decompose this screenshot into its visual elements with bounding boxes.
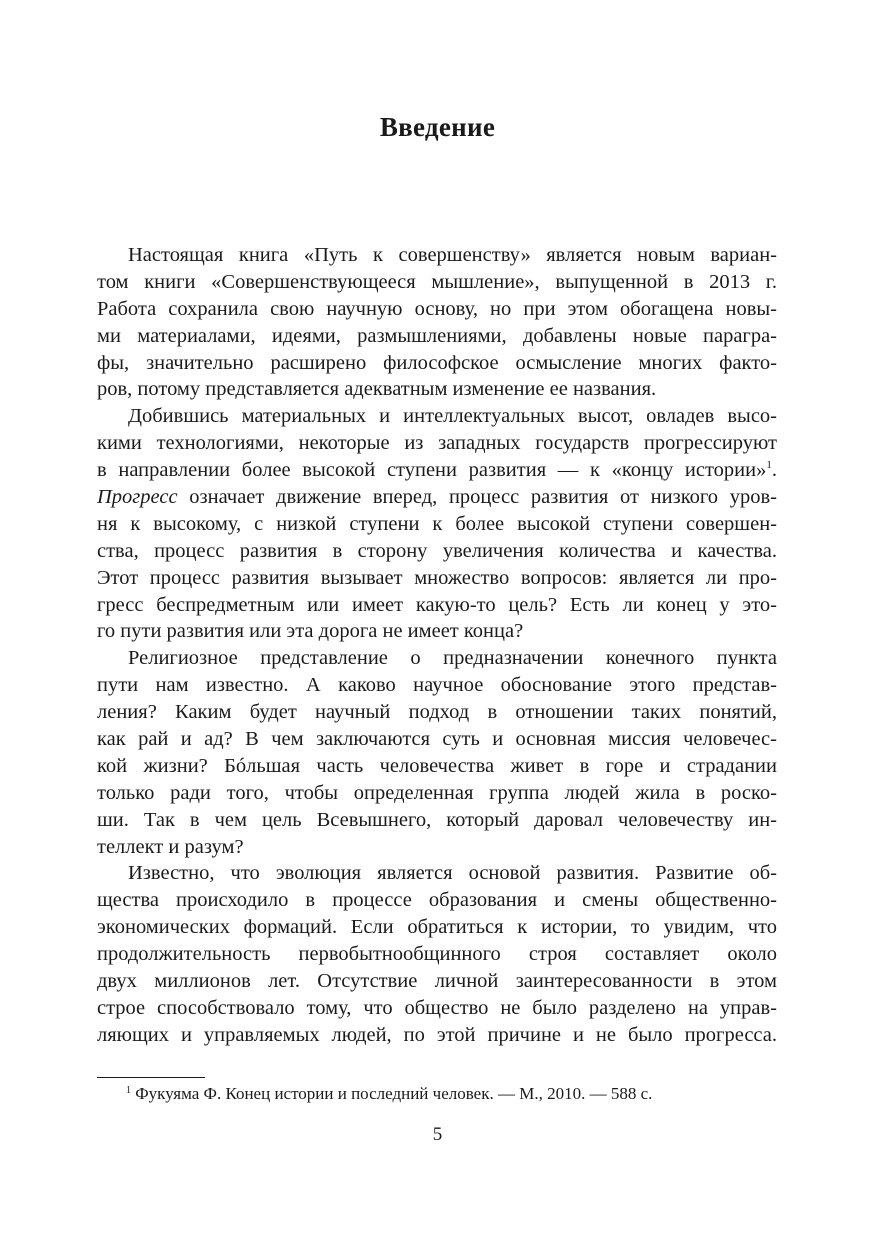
text-line: ления? Каким будет научный подход в отношении таких понятий,	[97, 701, 777, 724]
text-line: фы, значительно расширено философское осмысление многих факто-	[97, 351, 777, 374]
paragraph-2	[97, 403, 777, 645]
footnote	[126, 1083, 652, 1105]
paragraph-1	[97, 242, 777, 403]
text-line: только ради того, чтобы определенная группа людей жила в роско-	[97, 781, 777, 804]
line-text: означает движение вперед, процесс развития от низкого уров-	[189, 486, 777, 509]
text-line	[97, 457, 777, 484]
text-line: ня к высокому, с низкой ступени к более высокой ступени совершен-	[97, 512, 777, 535]
paragraph-4	[97, 860, 777, 1048]
text-line: строе способствовало тому, что общество не было разделено на управ-	[97, 996, 777, 1019]
text-line: ши. Так в чем цель Всевышнего, который даровал человечеству ин-	[97, 808, 777, 831]
text-line: кой жизни? Бóльшая часть человечества живет в горе и страдании	[97, 754, 777, 777]
paragraph-3	[97, 645, 777, 860]
text-line: Настоящая книга «Путь к совершенству» является новым вариан-	[128, 244, 777, 266]
text-line: экономических формаций. Если обратиться к истории, то увидим, что	[97, 916, 777, 939]
text-line: ми материалами, идеями, размышлениями, добавлены новые парагра-	[97, 324, 777, 347]
main-text	[97, 242, 777, 1049]
footnote-divider	[97, 1077, 205, 1078]
text-line: кими технологиями, некоторые из западных государств прогрессируют	[97, 432, 777, 455]
footnote-text: Фукуяма Ф. Конец истории и последний человек. — М., 2010. — 588 с.	[135, 1084, 653, 1103]
text-line: Работа сохранила свою научную основу, но при этом обогащена новы-	[97, 297, 777, 320]
text-line: ров, потому представляется адекватным изменение ее названия.	[97, 378, 657, 401]
text-line: щества происходило в процессе образования и смены общественно-	[97, 889, 777, 912]
text-line: ства, процесс развития в сторону увеличения количества и качества.	[97, 539, 777, 562]
text-line: том книги «Совершенствующееся мышление», выпущенной в 2013 г.	[97, 270, 777, 293]
footnote-mark: 1	[126, 1085, 131, 1096]
text-line: гресс беспредметным или имеет какую-то цель? Есть ли конец у это-	[97, 593, 777, 616]
text-line: Этот процесс развития вызывает множество вопросов: является ли про-	[97, 566, 777, 589]
text-line: го пути развития или эта дорога не имеет конца?	[97, 620, 524, 643]
italic-term: Прогресс	[97, 486, 178, 509]
page-number: 5	[432, 1124, 443, 1145]
line-end-punct: .	[771, 459, 777, 482]
page-title: Введение	[379, 112, 496, 142]
footnote-reference: 1	[766, 459, 772, 472]
text-line: продолжительность первобытнообщинного строя составляет около	[97, 943, 777, 966]
text-line: Известно, что эволюция является основой развития. Развитие об-	[128, 862, 777, 885]
text-line: пути нам известно. А каково научное обоснование этого представ-	[97, 674, 777, 697]
text-line: ляющих и управляемых людей, по этой причине и не было прогресса.	[97, 1023, 777, 1046]
text-line	[97, 484, 777, 511]
text-line: теллект и разум?	[97, 835, 244, 858]
text-line: двух миллионов лет. Отсутствие личной заинтересованности в этом	[97, 970, 777, 993]
text-line: Религиозное представление о предназначении конечного пункта	[128, 647, 777, 670]
text-line: как рай и ад? В чем заключаются суть и основная миссия человечес-	[97, 728, 777, 751]
text-line: Добившись материальных и интеллектуальных высот, овладев высо-	[128, 405, 777, 428]
line-text: в направлении более высокой ступени развития — к «концу истории»	[97, 459, 767, 482]
